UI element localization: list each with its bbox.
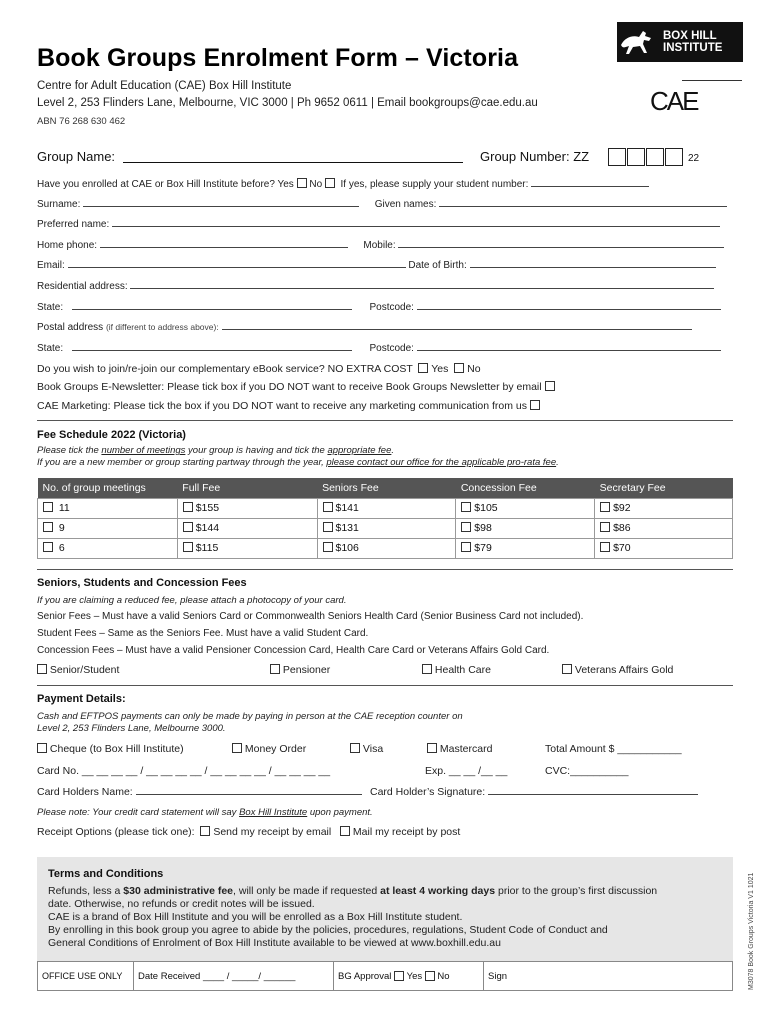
- enrolled-no-label: No: [309, 179, 323, 190]
- home-phone-field[interactable]: [100, 239, 348, 248]
- table-row: [38, 518, 733, 538]
- logo-divider: [682, 80, 742, 81]
- table-row: [38, 498, 733, 518]
- enewsletter-text: Please tick box if you DO NOT want to receive Book Groups Newsletter by email: [167, 381, 542, 393]
- fee-note-2: If you are a new member or group starting partway through the year, please contact our office for the applicable pro-rata fee.: [37, 457, 559, 468]
- preferred-name-label: Preferred name:: [37, 219, 110, 230]
- divider: [37, 569, 733, 570]
- enrolled-no-checkbox[interactable]: [325, 178, 335, 188]
- marketing-optout-checkbox[interactable]: [530, 400, 540, 410]
- given-names-field[interactable]: [439, 198, 727, 207]
- fee-note-1: Please tick the number of meetings your group is having and tick the appropriate fee.: [37, 445, 395, 456]
- postcode2-field[interactable]: [417, 342, 721, 351]
- cell: 11: [58, 502, 70, 514]
- group-number-box-1[interactable]: [608, 148, 626, 166]
- box-hill-logo: [617, 22, 743, 62]
- veterans-checkbox[interactable]: [562, 664, 572, 674]
- fee-checkbox[interactable]: [183, 522, 193, 532]
- sign-label: Sign: [488, 970, 508, 982]
- meetings-11-checkbox[interactable]: [43, 502, 53, 512]
- receipt-options-label: Receipt Options (please tick one):: [37, 826, 195, 838]
- page-title: Book Groups Enrolment Form – Victoria: [37, 44, 519, 72]
- surname-label: Surname:: [37, 199, 81, 210]
- pensioner-checkbox[interactable]: [270, 664, 280, 674]
- bg-approval-no-checkbox[interactable]: [425, 971, 435, 981]
- mobile-label: Mobile:: [363, 240, 396, 251]
- divider: [37, 685, 733, 686]
- student-number-label: If yes, please supply your student number:: [340, 179, 529, 190]
- pensioner-label: Pensioner: [282, 664, 331, 676]
- state2-field[interactable]: [72, 342, 352, 351]
- fee-checkbox[interactable]: [461, 522, 471, 532]
- cell: $115: [195, 542, 219, 554]
- fee-schedule-heading: Fee Schedule 2022 (Victoria): [37, 429, 186, 441]
- email-label: Email:: [37, 260, 65, 271]
- cell: $98: [474, 522, 492, 534]
- surname-field[interactable]: [83, 198, 359, 207]
- office-use-box: [37, 961, 733, 991]
- cell: $106: [335, 542, 359, 554]
- visa-checkbox[interactable]: [350, 743, 360, 753]
- group-number-label: Group Number: ZZ: [480, 149, 590, 164]
- state-field[interactable]: [72, 301, 352, 310]
- postcode-label: Postcode:: [369, 302, 414, 313]
- receipt-post-checkbox[interactable]: [340, 826, 350, 836]
- group-number-box-2[interactable]: [627, 148, 645, 166]
- cell: 6: [58, 542, 65, 554]
- enewsletter-optout-checkbox[interactable]: [545, 381, 555, 391]
- col-meetings: No. of group meetings: [38, 478, 178, 498]
- cell: $155: [195, 502, 220, 514]
- visa-label: Visa: [362, 743, 384, 755]
- receipt-post-label: Mail my receipt by post: [352, 826, 461, 838]
- marketing-text: Please tick the box if you DO NOT want to receive any marketing communication from us: [113, 400, 528, 412]
- col-seniors-fee: Seniors Fee: [317, 478, 456, 498]
- ebook-no-checkbox[interactable]: [454, 363, 464, 373]
- bg-yes-label: Yes: [406, 970, 423, 982]
- residential-address-field[interactable]: [130, 280, 714, 289]
- col-full-fee: Full Fee: [177, 478, 317, 498]
- logo-line2: INSTITUTE: [663, 42, 723, 54]
- card-holder-name-field[interactable]: [136, 786, 362, 795]
- abn: ABN 76 268 630 462: [37, 116, 126, 127]
- cell: $70: [613, 542, 631, 554]
- bg-approval: [334, 962, 484, 990]
- health-care-label: Health Care: [434, 664, 491, 676]
- cell: $79: [474, 542, 492, 554]
- postal-address-label: Postal address: [37, 322, 104, 333]
- card-holder-signature-field[interactable]: [488, 786, 698, 795]
- given-names-label: Given names:: [374, 199, 437, 210]
- cell: 9: [58, 522, 65, 534]
- payment-note-2: Level 2, 253 Flinders Lane, Melbourne 3000.: [37, 723, 226, 734]
- org-name: Centre for Adult Education (CAE) Box Hill Institute: [37, 80, 292, 92]
- group-number-box-4[interactable]: [665, 148, 683, 166]
- dob-field[interactable]: [470, 259, 716, 268]
- senior-fees-text: Senior Fees – Must have a valid Seniors Card or Commonwealth Seniors Health Card (Senior Business Card not included).: [37, 611, 584, 622]
- ebook-yes-label: Yes: [431, 363, 449, 375]
- group-name-field[interactable]: [123, 162, 463, 163]
- postal-address-field[interactable]: [222, 321, 692, 330]
- card-number-field[interactable]: Card No. __ __ __ __ / __ __ __ __ / __ __ __ __ / __ __ __ __: [37, 765, 331, 777]
- cell: $92: [613, 502, 631, 514]
- terms-text: Refunds, less a $30 administrative fee, will only be made if requested at least 4 working days prior to the group’s first discussion date. Otherwise, no refunds or credit notes will be issued. CAE is a brand of Box Hill Institute and you will be enrolled as a Box Hill Institute student. By enrolling in this book group you agree to abide by the policies, procedures, regulations, Student Code of Conduct and General Conditions of Enrolment of Box Hill Institute available to be viewed at www.boxhill.edu.au: [48, 885, 658, 949]
- cvc-field[interactable]: CVC:__________: [545, 765, 629, 777]
- form-code: M3078 Book Groups Victoria V1 1021: [748, 872, 755, 990]
- veterans-label: Veterans Affairs Gold: [574, 664, 674, 676]
- money-order-label: Money Order: [244, 743, 307, 755]
- table-row: [38, 538, 733, 558]
- fee-checkbox[interactable]: [600, 542, 610, 552]
- bg-approval-yes-checkbox[interactable]: [394, 971, 404, 981]
- cell: $141: [335, 502, 359, 514]
- money-order-checkbox[interactable]: [232, 743, 242, 753]
- home-phone-label: Home phone:: [37, 240, 98, 251]
- mobile-field[interactable]: [398, 239, 724, 248]
- ebook-question: Do you wish to join/re-join our complementary eBook service? NO EXTRA COST: [37, 363, 413, 375]
- health-care-checkbox[interactable]: [422, 664, 432, 674]
- senior-student-checkbox[interactable]: [37, 664, 47, 674]
- expiry-field[interactable]: Exp. __ __ /__ __: [425, 765, 508, 777]
- meetings-9-checkbox[interactable]: [43, 522, 53, 532]
- cell: $86: [613, 522, 631, 534]
- enewsletter-label: Book Groups E-Newsletter:: [37, 381, 165, 393]
- receipt-email-checkbox[interactable]: [200, 826, 210, 836]
- postcode-field[interactable]: [417, 301, 721, 310]
- receipt-email-label: Send my receipt by email: [213, 826, 332, 838]
- card-holder-signature-label: Card Holder’s Signature:: [370, 786, 486, 798]
- marketing-label: CAE Marketing:: [37, 400, 111, 412]
- fee-checkbox[interactable]: [323, 522, 333, 532]
- contact-line: Level 2, 253 Flinders Lane, Melbourne, VIC 3000 | Ph 9652 0611 | Email bookgroups@cae.edu.au: [37, 97, 538, 109]
- enrolled-question: Have you enrolled at CAE or Box Hill Institute before? Yes: [37, 179, 294, 190]
- preferred-name-field[interactable]: [112, 218, 720, 227]
- total-amount-field[interactable]: Total Amount $ ___________: [545, 743, 682, 755]
- cell: $144: [195, 522, 220, 534]
- bg-no-label: No: [437, 970, 450, 982]
- ebook-yes-checkbox[interactable]: [418, 363, 428, 373]
- group-number-box-3[interactable]: [646, 148, 664, 166]
- enrolled-yes-checkbox[interactable]: [297, 178, 307, 188]
- state-label: State:: [37, 302, 64, 313]
- fee-checkbox[interactable]: [183, 542, 193, 552]
- cell: $105: [474, 502, 498, 514]
- fee-table: [37, 478, 733, 559]
- fee-checkbox[interactable]: [323, 542, 333, 552]
- payment-note-3: Please note: Your credit card statement will say Box Hill Institute upon payment.: [37, 807, 373, 818]
- concession-heading: Seniors, Students and Concession Fees: [37, 577, 247, 589]
- mastercard-checkbox[interactable]: [427, 743, 437, 753]
- mastercard-label: Mastercard: [439, 743, 493, 755]
- concession-note: If you are claiming a reduced fee, please attach a photocopy of your card.: [37, 595, 347, 606]
- col-secretary-fee: Secretary Fee: [595, 478, 733, 498]
- fee-checkbox[interactable]: [600, 502, 610, 512]
- fee-checkbox[interactable]: [183, 502, 193, 512]
- cae-logo: CAE: [650, 86, 698, 116]
- email-field[interactable]: [68, 259, 406, 268]
- fee-checkbox[interactable]: [461, 502, 471, 512]
- cheque-label: Cheque (to Box Hill Institute): [49, 743, 184, 755]
- horse-icon: [617, 22, 657, 62]
- payment-heading: Payment Details:: [37, 693, 126, 705]
- group-number-suffix: 22: [688, 153, 700, 164]
- terms-heading: Terms and Conditions: [48, 868, 164, 880]
- student-number-field[interactable]: [531, 178, 649, 187]
- fee-checkbox[interactable]: [323, 502, 333, 512]
- cheque-checkbox[interactable]: [37, 743, 47, 753]
- office-use-label: OFFICE USE ONLY: [38, 962, 134, 990]
- senior-student-label: Senior/Student: [49, 664, 120, 676]
- divider: [37, 420, 733, 421]
- payment-note-1: Cash and EFTPOS payments can only be made by paying in person at the CAE reception counter on: [37, 711, 463, 722]
- concession-fees-text: Concession Fees – Must have a valid Pensioner Concession Card, Health Care Card or Veterans Affairs Gold Card.: [37, 645, 550, 656]
- meetings-6-checkbox[interactable]: [43, 542, 53, 552]
- col-concession-fee: Concession Fee: [456, 478, 595, 498]
- card-holder-name-label: Card Holders Name:: [37, 786, 133, 798]
- postcode2-label: Postcode:: [369, 343, 414, 354]
- bg-approval-label: BG Approval: [338, 970, 392, 982]
- fee-checkbox[interactable]: [461, 542, 471, 552]
- group-name-label: Group Name:: [37, 149, 116, 164]
- logo-line1: BOX HILL: [663, 30, 717, 42]
- residential-address-label: Residential address:: [37, 281, 128, 292]
- student-fees-text: Student Fees – Same as the Seniors Fee. Must have a valid Student Card.: [37, 628, 369, 639]
- sign-field[interactable]: [484, 962, 732, 990]
- state2-label: State:: [37, 343, 64, 354]
- postal-address-note: (if different to address above):: [105, 322, 219, 332]
- ebook-no-label: No: [467, 363, 481, 375]
- cell: $131: [335, 522, 359, 534]
- dob-label: Date of Birth:: [408, 260, 467, 271]
- fee-checkbox[interactable]: [600, 522, 610, 532]
- date-received-field[interactable]: Date Received ____ / _____/ ______: [134, 962, 334, 990]
